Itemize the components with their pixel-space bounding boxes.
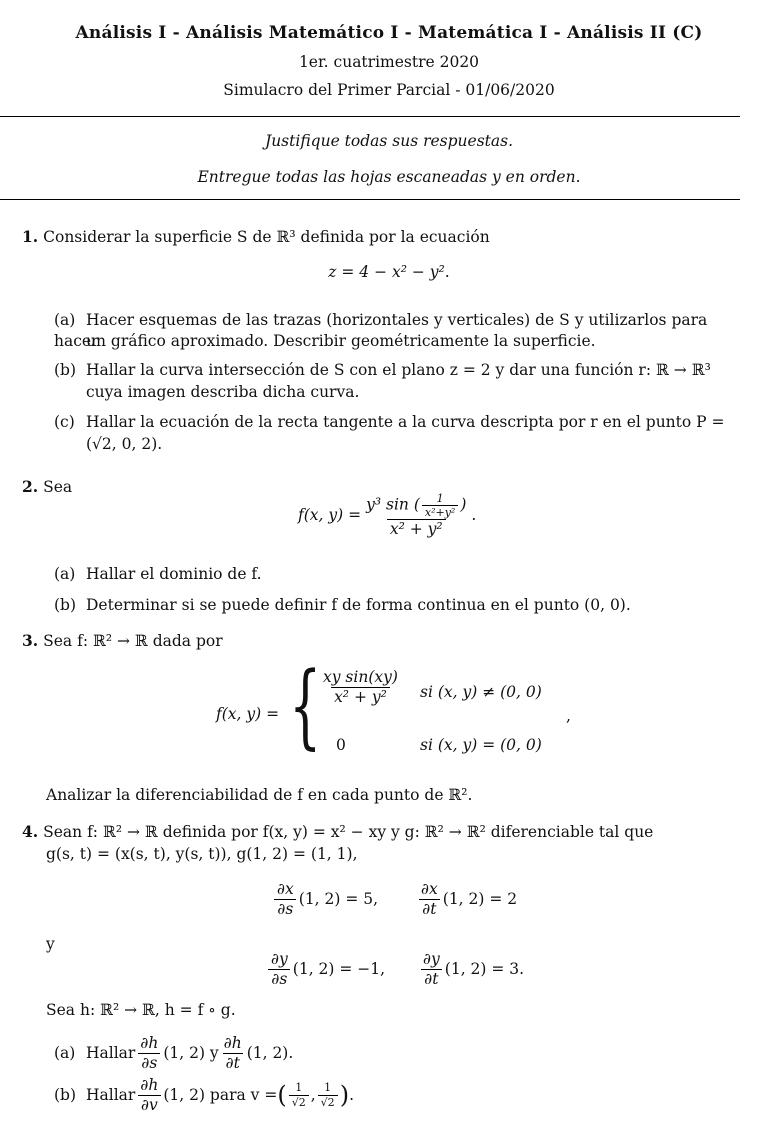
problem-2-function (298, 492, 476, 539)
problem-3-statement: Sea f: ℝ² → ℝ dada por (43, 632, 223, 650)
problem-4-h-def: Sea h: ℝ² → ℝ, h = f ∘ g. (46, 1001, 236, 1019)
dxds-num: ∂x (277, 880, 294, 898)
dhds-num: ∂h (140, 1034, 159, 1052)
problem-4-dxdt (416, 880, 517, 918)
exam-title: Análisis I - Análisis Matemático I - Matemática I - Análisis II (C) (75, 23, 703, 43)
dxdt-value: (1, 2) = 2 (442, 889, 518, 908)
dyds-den: ∂s (268, 969, 290, 989)
dxdt-den: ∂t (419, 899, 439, 919)
problem-2a-label: (a) (54, 565, 76, 583)
problem-4b-pre: Hallar (86, 1085, 136, 1104)
problem-4a-end: (1, 2). (246, 1043, 294, 1062)
problem-3-case2-cond: si (x, y) = (0, 0) (420, 736, 542, 754)
problem-2-number: 2. (22, 477, 39, 496)
dyds-value: (1, 2) = −1, (292, 959, 386, 978)
problem-1c-line2: (√2, 0, 2). (86, 435, 163, 453)
problem-1a-line1: Hacer esquemas de las trazas (horizontales y verticales) de S y utilizarlos para hacer (54, 311, 708, 350)
problem-3-case1-value (318, 668, 403, 706)
problem-2-f-end: . (471, 506, 477, 525)
problem-2-num-pre: y³ sin (366, 495, 409, 514)
v2-den: √2 (318, 1095, 338, 1109)
problem-1a-line2: un gráfico aproximado. Describir geométricamente la superficie. (86, 332, 596, 350)
problem-4b-end: . (349, 1085, 354, 1104)
problem-3-case2-value: 0 (336, 736, 346, 754)
problem-4-line2: g(s, t) = (x(s, t), y(s, t)), g(1, 2) = (1, 1), (46, 845, 358, 863)
problem-4b: (b) Hallar $\frac{\partial h}{\partial v}$ (1, 2) para v = ( $\frac{1}{√2}$ , $\frac{1}{√2}$ ) . (54, 1076, 354, 1114)
dhdv-den: ∂v (138, 1095, 161, 1115)
dyds-fraction (268, 950, 291, 988)
problem-1c-line1: Hallar la ecuación de la recta tangente a la curva descripta por r en el punto P = (86, 413, 725, 431)
dhdt-num: ∂h (223, 1034, 242, 1052)
dydt-value: (1, 2) = 3. (444, 959, 525, 978)
bottom-rule (0, 199, 740, 200)
dhdv-fraction (137, 1076, 161, 1114)
problem-4-dydt (418, 950, 524, 988)
problem-3-case1-fraction (320, 668, 401, 706)
problem-1b (54, 360, 742, 381)
problem-1a-label: (a) (54, 311, 76, 329)
dxdt-fraction (418, 880, 441, 918)
problem-4-dxds (272, 880, 378, 918)
problem-4-y-word: y (46, 935, 55, 953)
v2-fraction (318, 1081, 338, 1108)
dydt-den: ∂t (421, 969, 441, 989)
problem-2-statement: Sea (43, 478, 73, 496)
problem-1b-line2: cuya imagen describa dicha curva. (86, 383, 360, 401)
problem-3-brace: { (289, 652, 322, 759)
problem-1b-label: (b) (54, 361, 77, 379)
problem-4-dyds (266, 950, 385, 988)
dhds-den: ∂s (138, 1053, 160, 1073)
problem-2-denominator: x² + y² (387, 519, 446, 539)
problem-4b-label: (b) (54, 1085, 77, 1104)
problem-4 (22, 822, 744, 843)
exam-name: Simulacro del Primer Parcial - 01/06/2020 (223, 81, 555, 99)
problem-3-closing: Analizar la diferenciabilidad de f en cada punto de ℝ². (46, 786, 473, 804)
problem-3-number: 3. (22, 631, 39, 650)
v1-fraction (289, 1081, 309, 1108)
vector-open-paren: ( (277, 1080, 287, 1109)
problem-1c (54, 412, 742, 433)
vector-close-paren: ) (339, 1080, 350, 1109)
instruction-justify: Justifique todas sus respuestas. (264, 132, 514, 150)
problem-4a-pre: Hallar (86, 1043, 136, 1062)
problem-4-line1: Sean f: ℝ² → ℝ definida por f(x, y) = x² − xy y g: ℝ² → ℝ² diferenciable tal que (43, 823, 654, 841)
problem-2a-text: Hallar el dominio de f. (86, 565, 262, 583)
problem-1b-line1: Hallar la curva intersección de S con el plano z = 2 y dar una función r: ℝ → ℝ³ (86, 361, 711, 379)
dhds-fraction (137, 1034, 161, 1072)
v1-den: √2 (289, 1095, 309, 1109)
problem-2b (54, 595, 742, 616)
problem-3-f-lhs: f(x, y) = (216, 705, 280, 723)
problem-4a (54, 1034, 293, 1072)
exam-term: 1er. cuatrimestre 2020 (298, 53, 480, 71)
problem-4a-mid: (1, 2) y (163, 1043, 219, 1062)
dxds-fraction (274, 880, 297, 918)
top-rule (0, 116, 740, 117)
problem-1c-label: (c) (54, 413, 75, 431)
problem-1-statement: Considerar la superficie S de ℝ³ definida por la ecuación (43, 228, 490, 246)
problem-2-inner-den: x²+y² (422, 505, 458, 519)
dyds-num: ∂y (271, 950, 288, 968)
dhdt-fraction (221, 1034, 245, 1072)
problem-3-case1-num: xy sin(xy) (323, 668, 398, 686)
dydt-num: ∂y (423, 950, 440, 968)
dhdv-num: ∂h (140, 1076, 159, 1094)
dydt-fraction (420, 950, 443, 988)
problem-3-trail: , (566, 707, 571, 725)
problem-3-case1-cond: si (x, y) ≠ (0, 0) (420, 683, 542, 701)
problem-1-equation: z = 4 − x² − y². (328, 263, 450, 281)
problem-2-f-lhs: f(x, y) = (298, 506, 362, 525)
problem-2-numerator: y³ sin ( $\frac{1}{\text{x²+y²}}$ ) (366, 492, 467, 520)
problem-3 (22, 631, 223, 652)
problem-2-inner-num: 1 (436, 492, 444, 505)
problem-4b-mid: (1, 2) para v = (163, 1085, 278, 1104)
problem-2 (22, 477, 72, 498)
v1-num: 1 (295, 1081, 303, 1095)
problem-4a-label: (a) (54, 1043, 76, 1062)
problem-2a (54, 564, 742, 585)
problem-3-case1-den: x² + y² (331, 687, 390, 707)
problem-2b-text: Determinar si se puede definir f de forma continua en el punto (0, 0). (86, 596, 631, 614)
problem-1-number: 1. (22, 227, 39, 246)
dxds-value: (1, 2) = 5, (298, 889, 379, 908)
problem-4-number: 4. (22, 822, 39, 841)
instruction-deliver: Entregue todas las hojas escaneadas y en orden. (197, 168, 581, 186)
dxds-den: ∂s (274, 899, 296, 919)
dhdt-den: ∂t (223, 1053, 243, 1073)
v2-num: 1 (324, 1081, 332, 1095)
problem-2-fraction (363, 492, 469, 539)
problem-1 (22, 227, 490, 248)
dxdt-num: ∂x (421, 880, 438, 898)
problem-2-inner-fraction (422, 492, 458, 519)
problem-2b-label: (b) (54, 596, 77, 614)
